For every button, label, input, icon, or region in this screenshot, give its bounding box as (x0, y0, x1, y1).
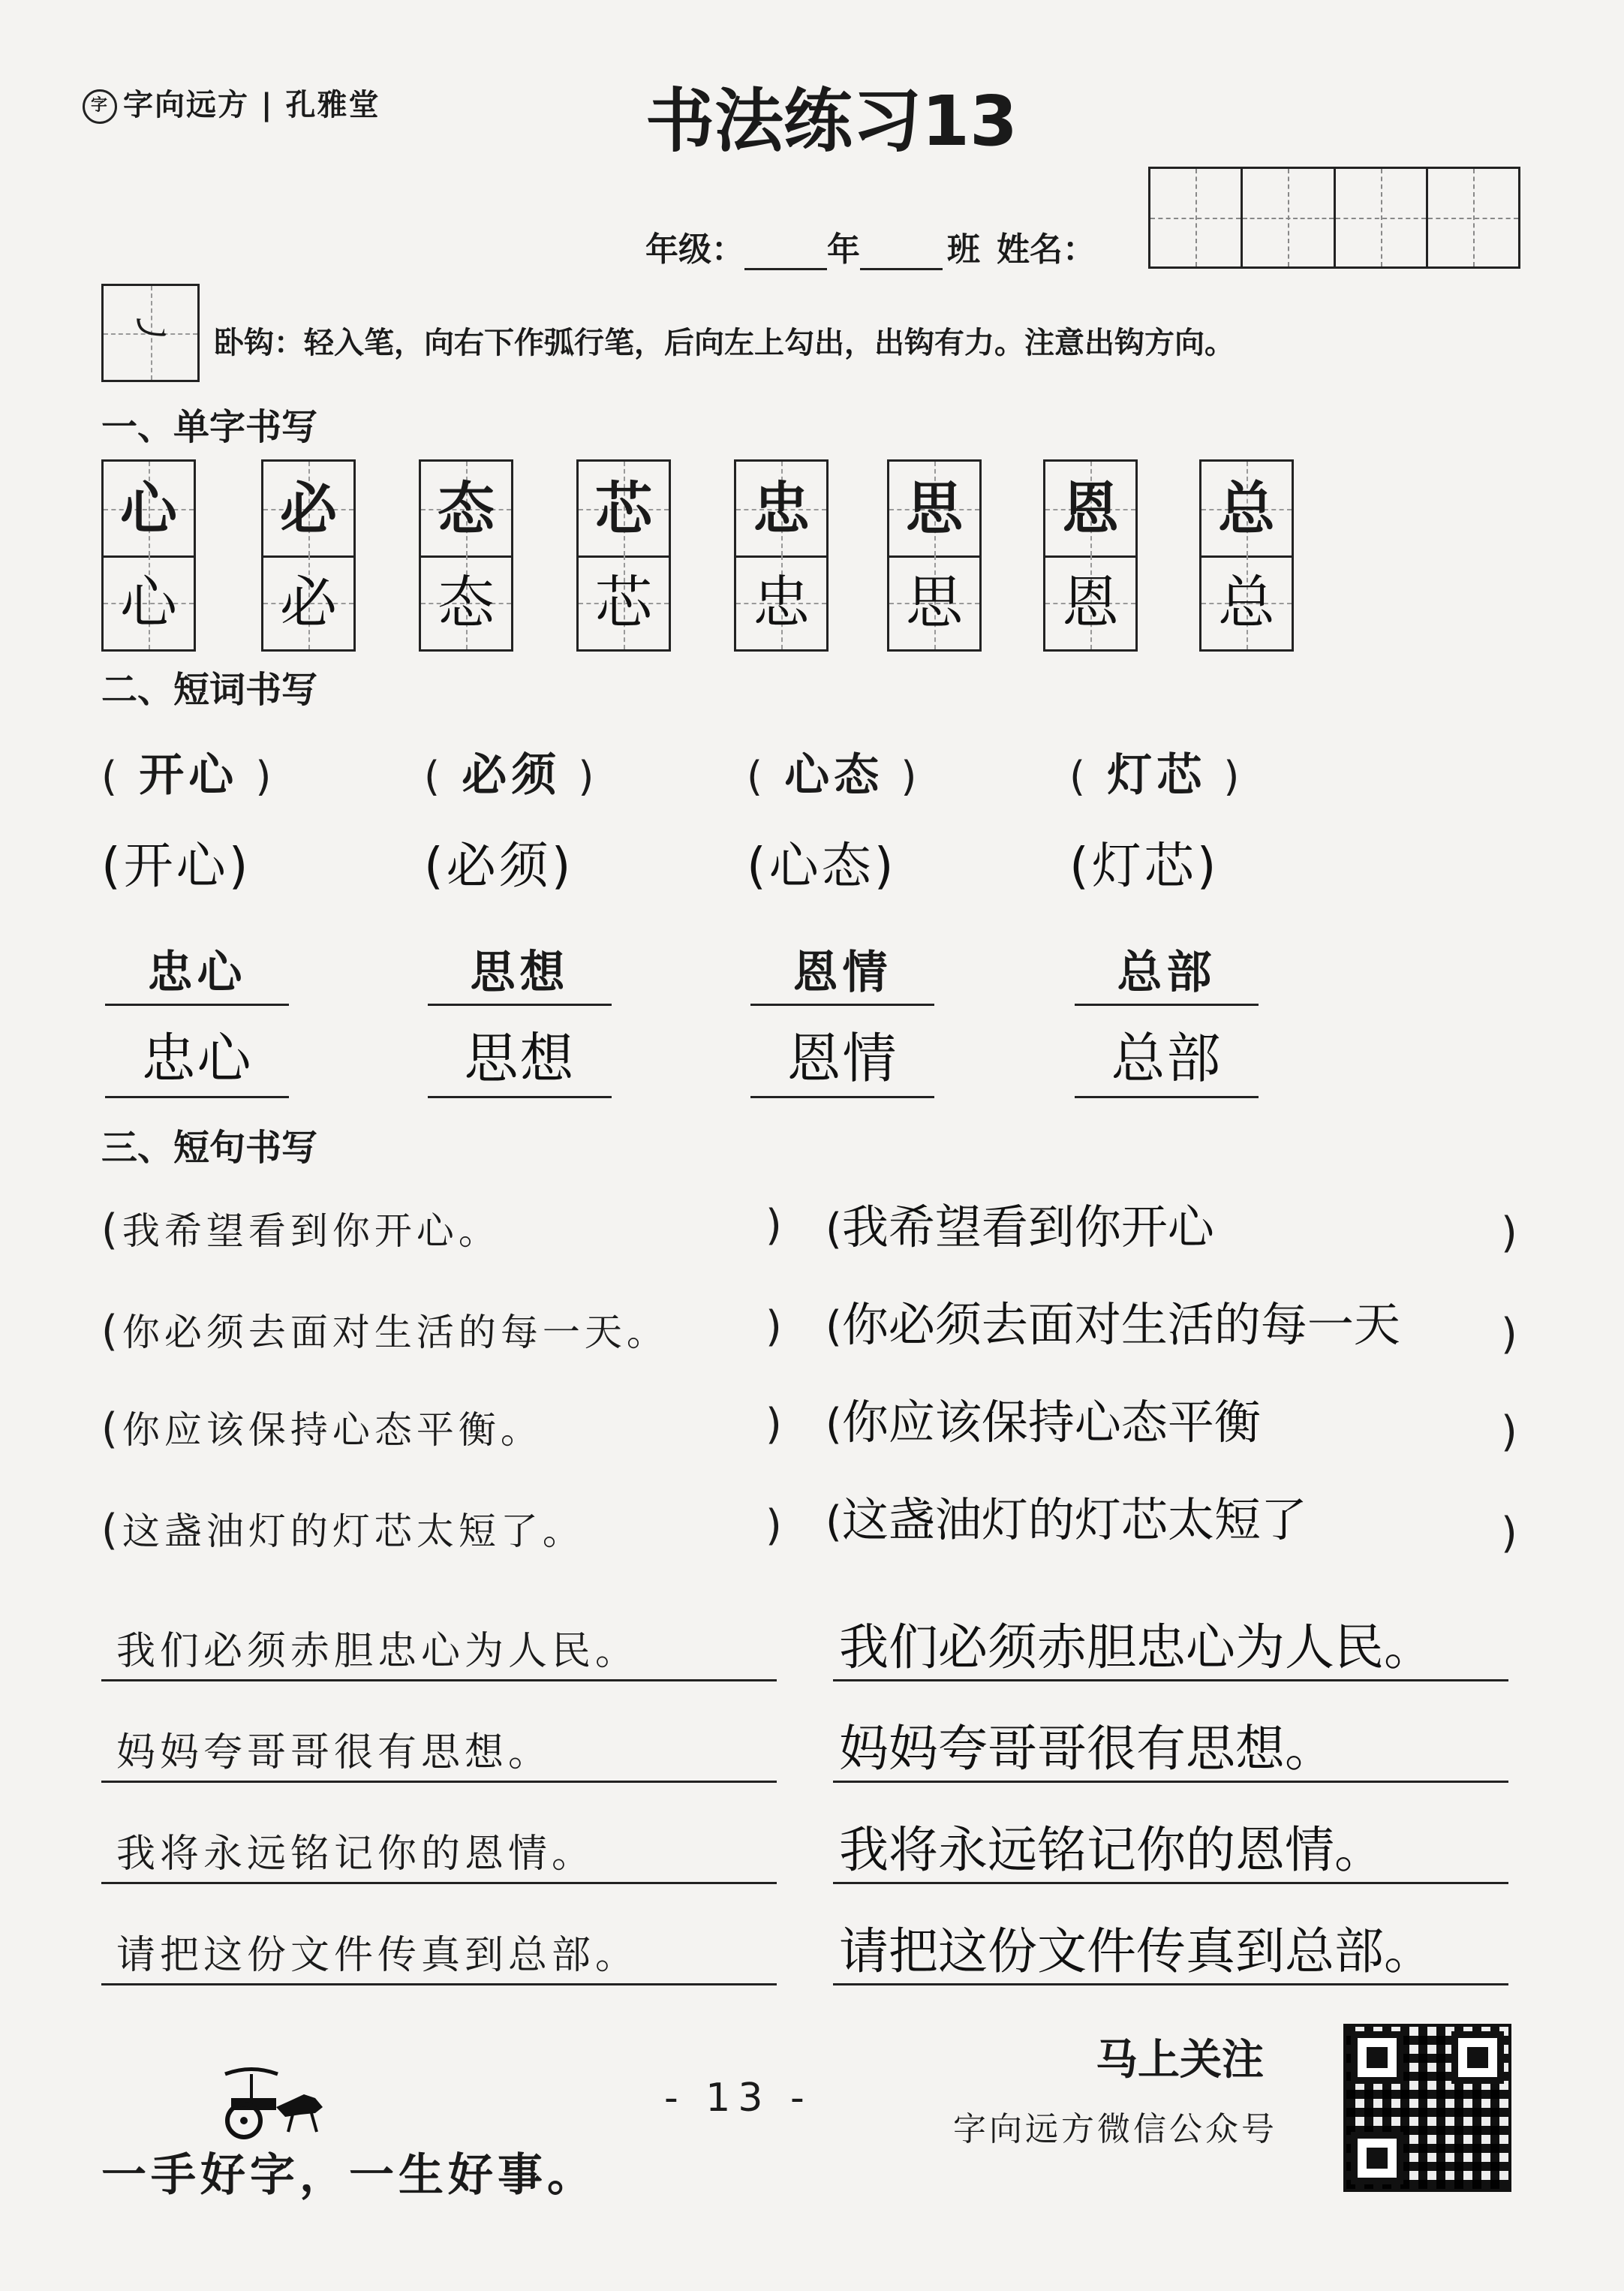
char-written-cell[interactable] (1045, 555, 1135, 649)
word-model: 必须 (462, 749, 561, 802)
brand-left: 字向远方 (123, 88, 249, 122)
underline-word-written[interactable]: 忠心 (105, 1021, 289, 1098)
underline-word-model: 总部 (1075, 942, 1259, 1006)
char-practice-box (101, 459, 196, 652)
underline-sentence-written[interactable]: 我们必须赤胆忠心为人民。 (833, 1610, 1508, 1681)
paren-sentence-written[interactable]: (你应该保持心态平衡 (826, 1395, 1261, 1450)
word-model: 心态 (784, 749, 884, 802)
paren-close: ) (765, 1201, 782, 1250)
brand-logo (83, 81, 380, 124)
underline-word-model: 思想 (428, 942, 612, 1006)
paren-sentence-model: (你应该保持心态平衡。 (101, 1404, 543, 1453)
paren-sentence-written[interactable]: (我希望看到你开心 (826, 1200, 1214, 1254)
name-cell[interactable] (1150, 169, 1243, 266)
char-written: 芯 (595, 569, 652, 636)
word-model: 开心 (139, 749, 239, 802)
paren-word-written[interactable]: (必须) (424, 837, 574, 895)
follow-title: 马上关注 (1096, 2036, 1264, 2085)
stroke-demo-box (101, 284, 200, 382)
grade-blank[interactable] (744, 235, 827, 270)
char-practice-box (734, 459, 829, 652)
char-model-cell (421, 462, 511, 558)
name-writing-grid[interactable] (1148, 167, 1520, 269)
underline-word-model: 忠心 (105, 942, 289, 1006)
paren-close: ) (1501, 1310, 1517, 1359)
grade-label: 年级： (645, 230, 744, 269)
underline-sentence-model: 请把这份文件传真到总部。 (101, 1918, 777, 1985)
word-written: 心态 (768, 837, 874, 895)
stroke-glyph: ㇃ (129, 306, 172, 354)
paren-close: ) (765, 1501, 782, 1550)
underline-sentence-model: 我们必须赤胆忠心为人民。 (101, 1614, 777, 1681)
carriage-logo-icon (210, 2061, 330, 2143)
follow-subtitle: 字向远方微信公众号 (953, 2110, 1277, 2148)
underline-word-written[interactable]: 恩情 (750, 1021, 934, 1098)
year-label: 年 (827, 230, 860, 269)
word-written: 必须 (446, 837, 552, 895)
paren-sentence-model: (你必须去面对生活的每一天。 (101, 1307, 669, 1356)
char-written: 忠 (753, 569, 810, 636)
char-model: 思 (906, 475, 963, 542)
paren-close: ) (1501, 1209, 1517, 1257)
brand-right: 孔雅堂 (285, 88, 380, 122)
char-written: 态 (438, 569, 495, 636)
char-model: 恩 (1062, 475, 1119, 542)
page-title: 书法练习13 (645, 81, 1018, 161)
student-info-row (645, 222, 1096, 270)
char-practice-box (261, 459, 356, 652)
paren-close: ) (765, 1400, 782, 1449)
underline-sentence-written[interactable]: 我将永远铭记你的恩情。 (833, 1813, 1508, 1884)
paren-word-model: ( 必须 ) (424, 749, 599, 802)
underline-sentence-model: 我将永远铭记你的恩情。 (101, 1817, 777, 1884)
underline-sentence-written[interactable]: 妈妈夸哥哥很有思想。 (833, 1711, 1508, 1783)
underline-sentence-written[interactable]: 请把这份文件传真到总部。 (833, 1914, 1508, 1985)
char-written: 必 (280, 569, 337, 636)
sentence-written: 你必须去面对生活的每一天 (841, 1297, 1400, 1352)
paren-word-model: ( 开心 ) (101, 749, 276, 802)
class-blank[interactable] (860, 235, 943, 270)
paren-sentence-model: (这盏油灯的灯芯太短了。 (101, 1506, 585, 1555)
char-model-cell (1045, 462, 1135, 558)
section2-title: 二、短词书写 (101, 669, 318, 711)
sentence-written: 你应该保持心态平衡 (841, 1395, 1261, 1450)
qr-eye (1351, 2031, 1403, 2084)
char-model: 心 (120, 475, 177, 542)
char-practice-box (1199, 459, 1294, 652)
char-written: 总 (1218, 569, 1275, 636)
name-cell[interactable] (1243, 169, 1335, 266)
paren-word-written[interactable]: (灯芯) (1069, 837, 1220, 895)
char-written-cell[interactable] (579, 555, 669, 649)
char-written-cell[interactable] (104, 555, 194, 649)
char-model-cell (736, 462, 826, 558)
paren-word-model: ( 灯芯 ) (1069, 749, 1244, 802)
sentence-written: 这盏油灯的灯芯太短了 (841, 1492, 1307, 1547)
underline-sentence-model: 妈妈夸哥哥很有思想。 (101, 1715, 777, 1783)
char-written-cell[interactable] (889, 555, 979, 649)
paren-word-model: ( 心态 ) (747, 749, 922, 802)
char-model: 忠 (753, 475, 810, 542)
char-model-cell (104, 462, 194, 558)
char-written-cell[interactable] (421, 555, 511, 649)
qr-code-icon[interactable] (1343, 2024, 1511, 2192)
char-model: 必 (280, 475, 337, 542)
char-written-cell[interactable] (736, 555, 826, 649)
paren-close: ) (765, 1302, 782, 1351)
char-written-cell[interactable] (1201, 555, 1292, 649)
word-written: 灯芯 (1091, 837, 1197, 895)
char-written: 思 (906, 569, 963, 636)
char-written: 心 (120, 569, 177, 636)
page-number: - 13 - (664, 2076, 812, 2121)
char-model: 态 (438, 475, 495, 542)
paren-close: ) (1501, 1509, 1517, 1558)
char-model: 总 (1218, 475, 1275, 542)
motto: 一手好字，一生好事。 (101, 2149, 597, 2202)
brand-circle-icon: 字 (83, 89, 117, 124)
char-practice-box (887, 459, 982, 652)
char-written-cell[interactable] (263, 555, 353, 649)
underline-word-model: 恩情 (750, 942, 934, 1006)
name-cell[interactable] (1336, 169, 1428, 266)
underline-word-written[interactable]: 总部 (1075, 1021, 1259, 1098)
brand-divider: | (249, 88, 286, 122)
sentence-model: 你必须去面对生活的每一天。 (122, 1311, 669, 1354)
char-practice-box (576, 459, 671, 652)
paren-word-written[interactable]: (心态) (747, 837, 897, 895)
word-written: 开心 (123, 837, 229, 895)
qr-eye (1451, 2031, 1504, 2084)
paren-close: ) (1501, 1407, 1517, 1456)
paren-sentence-model: (我希望看到你开心。 (101, 1206, 501, 1254)
char-model: 芯 (595, 475, 652, 542)
underline-word-written[interactable]: 思想 (428, 1021, 612, 1098)
section1-title: 一、单字书写 (101, 406, 318, 448)
sentence-model: 你应该保持心态平衡。 (122, 1408, 543, 1452)
stroke-description: 卧钩：轻入笔，向右下作弧行笔，后向左上勾出，出钩有力。注意出钩方向。 (214, 326, 1235, 360)
paren-word-written[interactable]: (开心) (101, 837, 251, 895)
section3-title: 三、短句书写 (101, 1127, 318, 1169)
char-model-cell (889, 462, 979, 558)
sentence-written: 我希望看到你开心 (841, 1200, 1214, 1254)
paren-sentence-written[interactable]: (这盏油灯的灯芯太短了 (826, 1492, 1307, 1547)
char-model-cell (579, 462, 669, 558)
char-written: 恩 (1062, 569, 1119, 636)
char-practice-box (419, 459, 513, 652)
sentence-model: 我希望看到你开心。 (122, 1209, 501, 1253)
qr-eye (1351, 2132, 1403, 2184)
char-model-cell (1201, 462, 1292, 558)
word-model: 灯芯 (1107, 749, 1207, 802)
name-label: 姓名： (997, 230, 1096, 269)
class-label: 班 (947, 230, 980, 269)
name-cell[interactable] (1428, 169, 1518, 266)
paren-sentence-written[interactable]: (你必须去面对生活的每一天 (826, 1297, 1400, 1352)
char-model-cell (263, 462, 353, 558)
sentence-model: 这盏油灯的灯芯太短了。 (122, 1510, 585, 1553)
char-practice-box (1043, 459, 1138, 652)
